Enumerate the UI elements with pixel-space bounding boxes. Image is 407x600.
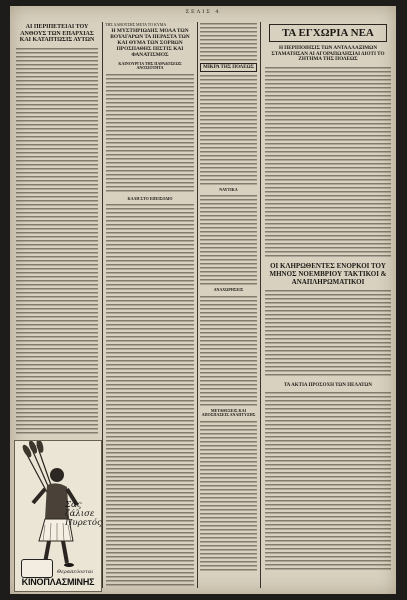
newspaper-page <box>10 6 396 594</box>
col4-headline-2: ΟΙ ΚΛΗΡΩΘΕΝΤΕΣ ΕΝΟΡΚΟΙ ΤΟΥ ΜΗΝΟΣ ΝΟΕΜΒΡΙΟΥ ΤΑΚΤΙΚΟΙ & ΑΝΑΠΛΗΡΩΜΑΤΙΚΟΙ <box>269 262 387 286</box>
col2-article-body-2 <box>106 204 194 588</box>
col3-section-1: ΝΑΥΤΙΚΑ <box>219 187 238 192</box>
col4-box-title: ΤΑ ΕΓΧΩΡΙΑ ΝΕΑ <box>269 24 387 42</box>
column-rule <box>102 22 103 588</box>
column-2 <box>105 22 195 588</box>
col3-box-title: ΜΙΚΡΑ ΤΗΣ ΠΟΛΕΩΣ <box>200 63 257 72</box>
col3-article-body <box>200 75 257 185</box>
product-logo <box>21 559 53 578</box>
col4-headline-3: ΤΑ ΑΚΤΙΑ ΠΡΟΣΟΧΗ ΤΩΝ ΠΕΛΑΤΩΝ <box>283 383 373 389</box>
col2-headline: Η ΜΥΣΤΗΡΙΩΔΗΣ ΜΟΛΑ ΤΩΝ ΒΟΥΛΓΑΡΩΝ ΤΑ ΠΕΡΑΣΤΑ ΤΩΝ ΚΑΙ ΘΥΜΑ ΤΩΝ ΣΟΡΒΩΝ ΠΡΟΣΠΑΘΗΣ ΠΙΣΤΙΣ ΚΑΙ ΦΑΝΑΤΙΣΜΟΣ <box>110 28 190 59</box>
column-3 <box>199 22 258 588</box>
column-1 <box>14 22 100 436</box>
col3-article-body-2 <box>200 195 257 285</box>
ad-product-text: Θεραπεύονται <box>57 569 94 575</box>
col3-article-body-3 <box>200 296 257 406</box>
col3-article-body-4 <box>200 421 257 571</box>
col4-article-body <box>265 67 391 257</box>
ad-slogan: Σάς ζάλισε Πυρετός <box>65 500 102 528</box>
col4-article-body-3 <box>265 392 391 572</box>
col3-section-2: ΑΝΑΧΩΡΗΣΕΙΣ <box>213 287 244 293</box>
col2-article-body <box>106 74 194 194</box>
ad-brand-name: ΚΙΝΟΠΛΑΣΜΙΝΗΣ <box>21 577 95 587</box>
col3-heading-2: ΜΕΤΑΘΕΣΕΙΣ ΚΑΙ ΑΠΟΣΠΑΣΕΙΣ ΑΝΑΠΤΥΞΗΣ <box>201 407 256 418</box>
col2-section-heading: ΚΑΛΗ ΣΤΟ ΕΠΕΙΣΟΔΙΟ <box>127 195 173 201</box>
column-rule <box>197 22 198 588</box>
col1-article-body <box>16 48 98 436</box>
col4-jurors-list <box>265 290 391 378</box>
col1-headline: ΑΙ ΠΕΡΙΠΕΤΕΙΑΙ ΤΟΥ ΑΝΘΟΥΣ ΤΩΝ ΕΠΑΡΧΙΑΣ ΚΑΙ ΚΑΤΑΠΤΩΣΙΣ ΑΥΤΩΝ <box>19 24 95 44</box>
page-folio: ΣΕΛΙΣ 4 <box>185 9 221 15</box>
col4-headline: Η ΠΕΡΙΠΟΙΗΣΙΣ ΤΩΝ ΑΝΤΑΛΛΑΞΙΜΩΝ ΣΤΑΜΑΤΗΣΑΝ ΑΙ ΑΓΟΡΑΠΩΛΗΣΙΑΙ ΔΙΟΤΙ ΤΟ ΖΗΤΗΜΑ ΤΗΣ ΠΟΛΕΩΣ <box>271 45 385 63</box>
col2-subheadline: ΚΑΙΝΟΥΡΓΙΑ ΤΗΣ ΠΑΡΑΔΟΣΕΩΣ ΑΝΟΣΙΟΤΗΤΑ <box>118 61 182 71</box>
advertisement <box>14 440 102 592</box>
col2-kicker: ΤΗΣ ΛΑΒΟΥΣΗΣ ΜΕΤΑ ΤΟ ΚΥΜΑ <box>105 22 167 27</box>
column-4 <box>263 22 393 588</box>
column-rule <box>260 22 261 588</box>
col3-article-top <box>200 23 257 61</box>
